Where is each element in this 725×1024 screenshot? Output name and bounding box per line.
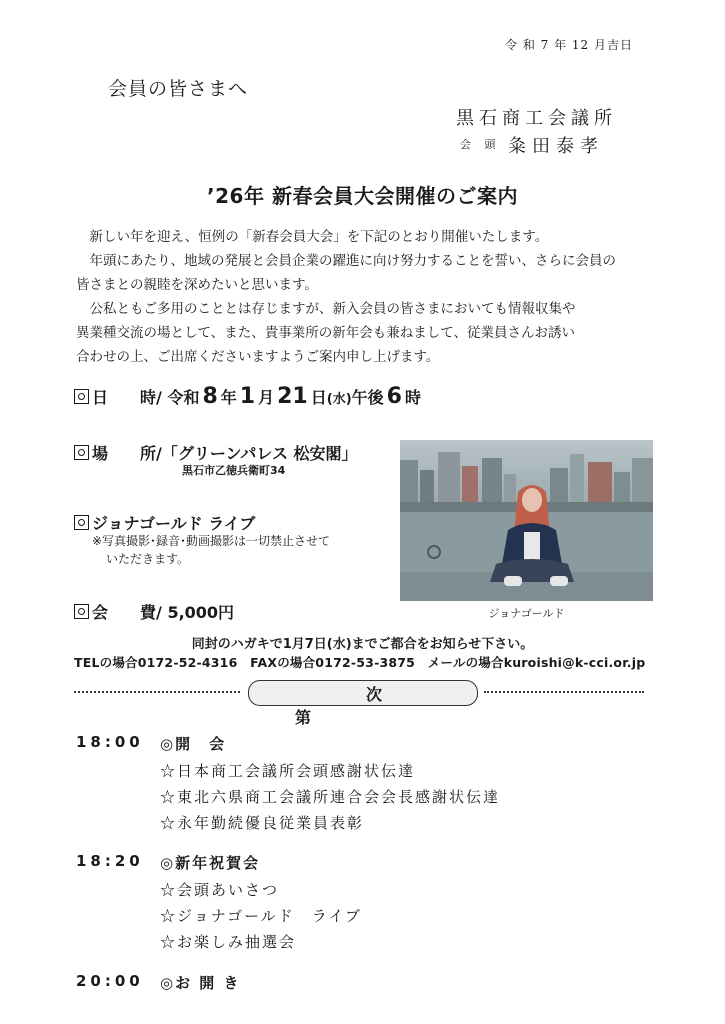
president-title: 会 頭 bbox=[460, 138, 501, 151]
body-paragraph-1: 新しい年を迎え、恒例の「新春会員大会」を下記のとおり開催いたします。 bbox=[89, 229, 549, 245]
salutation: 会員の皆さまへ bbox=[108, 78, 249, 100]
dotted-divider-right bbox=[484, 691, 644, 693]
datetime-hour-unit: 時 bbox=[404, 388, 421, 407]
datetime-era: 令和 bbox=[167, 388, 200, 407]
datetime-label: 日 時/ bbox=[92, 388, 162, 407]
contact-info: TELの場合0172-52-4316 FAXの場合0172-53-3875 メールの場合kuroishi@k-cci.or.jp bbox=[74, 655, 646, 670]
president-name: 粂田泰孝 bbox=[508, 136, 604, 157]
venue-label: 場 所/ bbox=[92, 444, 162, 463]
live-note-line-1: ※写真撮影･録音･動画撮影は一切禁止させて bbox=[92, 534, 331, 548]
program-item-2-3: ☆お楽しみ抽選会 bbox=[160, 933, 297, 951]
program-title-2: ◎新年祝賀会 bbox=[160, 854, 261, 872]
datetime-row bbox=[74, 384, 421, 409]
datetime-year: 8 bbox=[202, 384, 218, 409]
datetime-weekday: (水) bbox=[326, 392, 352, 407]
datetime-day-unit: 日 bbox=[310, 388, 327, 407]
photo-caption: ジョナゴールド bbox=[488, 607, 565, 620]
program-time-3: 20:00 bbox=[76, 972, 144, 990]
live-note-line-2: いただきます。 bbox=[106, 552, 190, 566]
program-item-1-3: ☆永年勤続優良従業員表彰 bbox=[160, 814, 365, 832]
live-note bbox=[92, 532, 330, 568]
datetime-time-prefix: 午後 bbox=[351, 388, 384, 407]
live-label: ジョナゴールド ライブ bbox=[92, 514, 256, 533]
datetime-year-unit: 年 bbox=[220, 388, 237, 407]
circle-in-square-icon bbox=[74, 604, 89, 619]
program-title-1: ◎開 会 bbox=[160, 735, 227, 753]
program-item-2-1: ☆会頭あいさつ bbox=[160, 881, 280, 899]
datetime-hour: 6 bbox=[386, 384, 402, 409]
venue-address: 黒石市乙徳兵衛町34 bbox=[182, 464, 286, 477]
venue-row bbox=[74, 441, 358, 464]
venue-name: 「グリーンパレス 松安閣」 bbox=[161, 444, 358, 463]
program-item-2-2: ☆ジョナゴールド ライブ bbox=[160, 907, 362, 925]
body-text bbox=[76, 225, 642, 369]
live-row bbox=[74, 511, 255, 534]
body-paragraph-3-continued: 異業種交流の場として、また、貴事業所の新年会も兼ねまして、従業員さんお誘い bbox=[76, 325, 575, 341]
dotted-divider-left bbox=[74, 691, 240, 693]
program-heading: 次第 bbox=[294, 685, 501, 727]
body-paragraph-3: 公私ともご多用のこととは存じますが、新入会員の皆さまにおいても情報収集や bbox=[89, 301, 576, 317]
circle-in-square-icon bbox=[74, 445, 89, 460]
performer-photo-image bbox=[400, 440, 653, 601]
issue-date: 令 和 7 年 12 月吉日 bbox=[505, 38, 633, 52]
circle-in-square-icon bbox=[74, 515, 89, 530]
datetime-month-unit: 月 bbox=[258, 388, 275, 407]
program-item-1-2: ☆東北六県商工会議所連合会会長感謝状伝達 bbox=[160, 788, 501, 806]
body-paragraph-3-continued-2: 合わせの上、ご出席くださいますようご案内申し上げます。 bbox=[76, 349, 440, 365]
sender-organization: 黒石商工会議所 bbox=[456, 108, 617, 129]
program-title-3: ◎お 開 き bbox=[160, 974, 241, 992]
datetime-month: 1 bbox=[239, 384, 256, 409]
program-item-1-1: ☆日本商工会議所会頭感謝状伝達 bbox=[160, 762, 416, 780]
circle-in-square-icon bbox=[74, 389, 89, 404]
rsvp-note: 同封のハガキで1月7日(水)までご都合をお知らせ下さい。 bbox=[191, 637, 534, 652]
fee-label: 会 費/ bbox=[92, 603, 162, 622]
document-title: ’26年 新春会員大会開催のご案内 bbox=[207, 184, 518, 208]
program-time-2: 18:20 bbox=[76, 852, 144, 870]
body-paragraph-2-continued: 皆さまとの親睦を深めたいと思います。 bbox=[76, 277, 318, 293]
program-time-1: 18:00 bbox=[76, 733, 144, 751]
fee-row bbox=[74, 600, 234, 623]
performer-photo bbox=[400, 440, 653, 601]
datetime-day: 21 bbox=[277, 384, 308, 409]
body-paragraph-2: 年頭にあたり、地域の発展と会員企業の躍進に向け努力することを誓い、さらに会員の bbox=[89, 253, 616, 269]
fee-value: 5,000円 bbox=[167, 603, 235, 622]
